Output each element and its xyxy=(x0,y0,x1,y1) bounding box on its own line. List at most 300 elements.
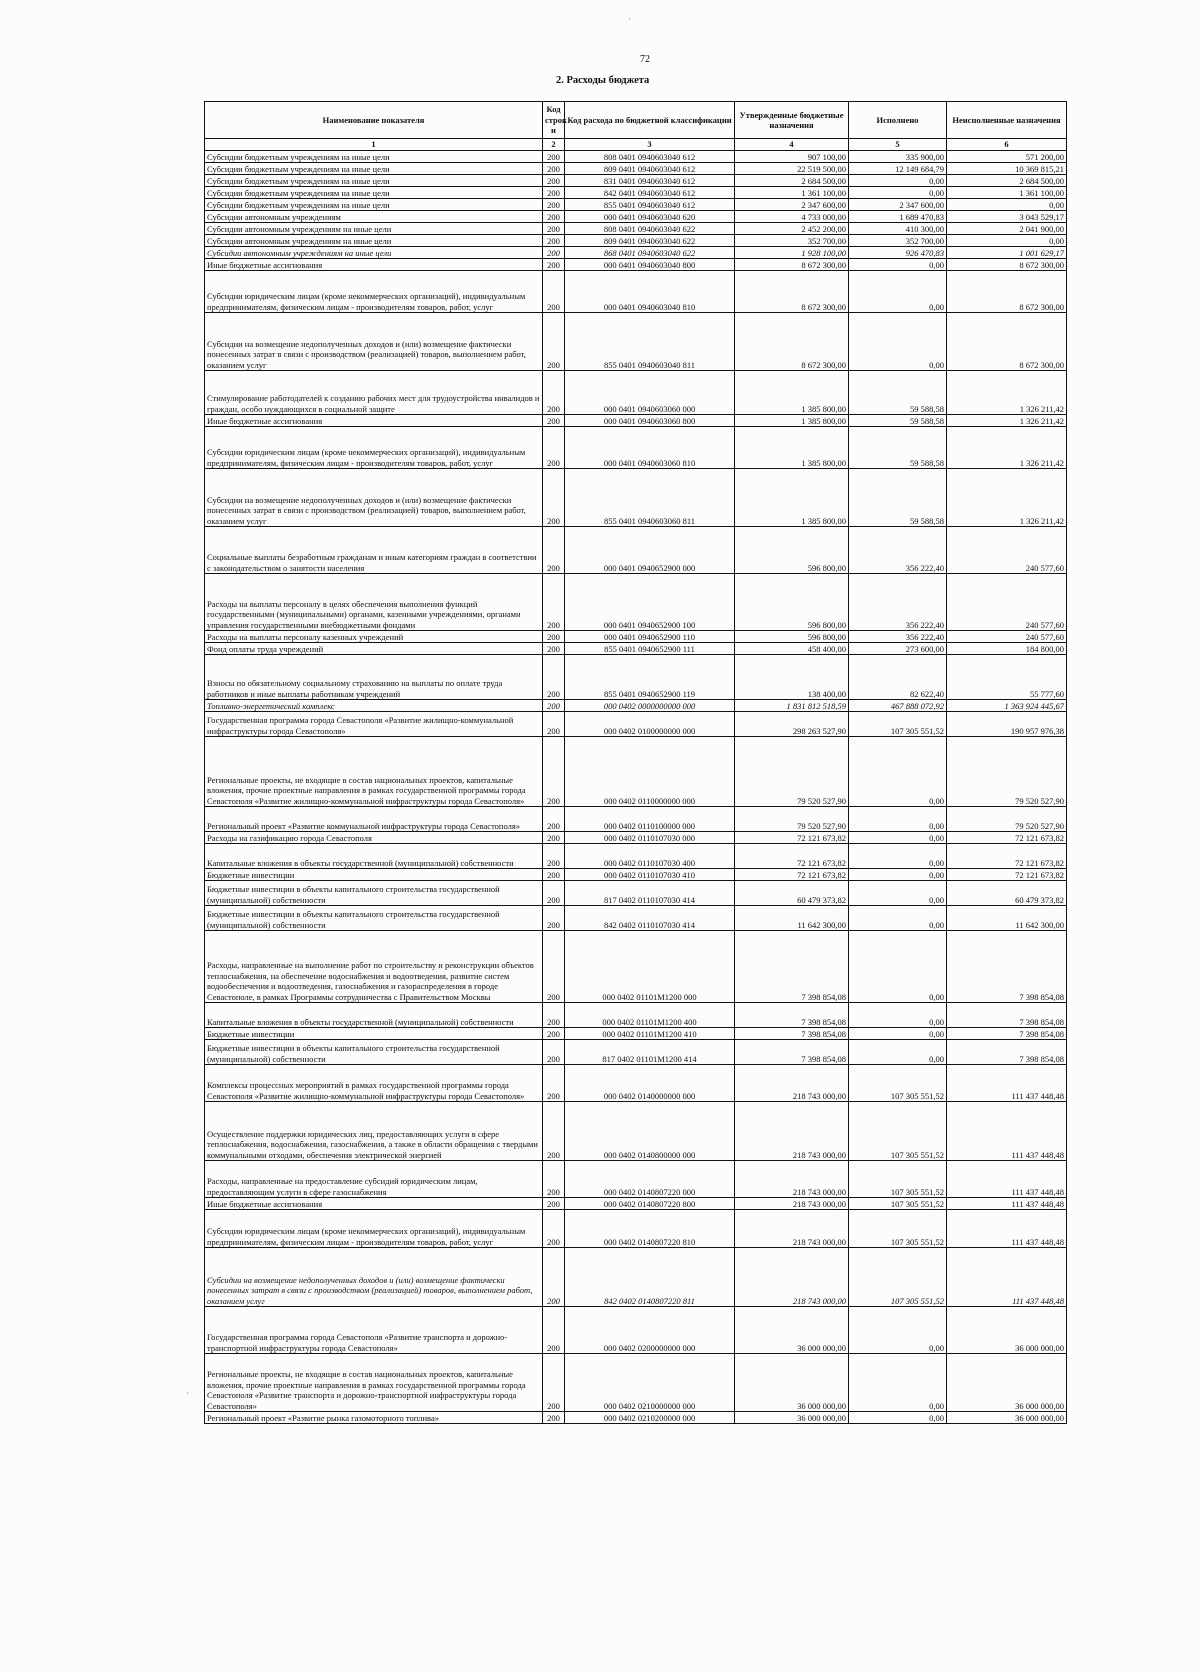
column-number: 2 xyxy=(543,139,565,151)
table-row xyxy=(205,643,1067,655)
cell-name: Региональный проект «Развитие коммунальной инфраструктуры города Севастополя» xyxy=(205,807,543,832)
cell-executed: 0,00 xyxy=(849,1354,947,1412)
table-row xyxy=(205,832,1067,844)
cell-approved: 4 733 000,00 xyxy=(735,211,849,223)
cell-unexecuted: 111 437 448,48 xyxy=(947,1065,1067,1102)
cell-approved: 1 361 100,00 xyxy=(735,187,849,199)
table-body xyxy=(205,151,1067,1424)
cell-executed: 107 305 551,52 xyxy=(849,1248,947,1307)
cell-executed: 59 588,58 xyxy=(849,427,947,469)
cell-name: Расходы на выплаты персоналу казенных учреждений xyxy=(205,631,543,643)
cell-row-code: 200 xyxy=(543,807,565,832)
cell-row-code: 200 xyxy=(543,574,565,631)
column-number: 6 xyxy=(947,139,1067,151)
cell-classification: 842 0401 0940603040 612 xyxy=(565,187,735,199)
cell-classification: 842 0402 0110107030 414 xyxy=(565,906,735,931)
cell-executed: 0,00 xyxy=(849,1412,947,1424)
cell-executed: 107 305 551,52 xyxy=(849,1210,947,1248)
cell-approved: 1 385 800,00 xyxy=(735,427,849,469)
cell-classification: 855 0401 0940603040 811 xyxy=(565,313,735,371)
cell-approved: 138 400,00 xyxy=(735,655,849,700)
cell-classification: 000 0402 0140807220 810 xyxy=(565,1210,735,1248)
table-row xyxy=(205,527,1067,574)
section-title: 2. Расходы бюджета xyxy=(556,75,650,86)
cell-name: Субсидии на возмещение недополученных доходов и (или) возмещение фактически понесенных затрат в связи с производством (реализацией) товаров, выполнением работ, оказанием услуг xyxy=(205,1248,543,1307)
cell-classification: 000 0401 0940603040 800 xyxy=(565,259,735,271)
cell-approved: 72 121 673,82 xyxy=(735,832,849,844)
table-row xyxy=(205,235,1067,247)
cell-row-code: 200 xyxy=(543,371,565,415)
cell-name: Государственная программа города Севастополя «Развитие транспорта и дорожно-транспортной инфраструктуры города Севастополя» xyxy=(205,1307,543,1354)
cell-name: Бюджетные инвестиции в объекты капитального строительства государственной (муниципальной) собственности xyxy=(205,1040,543,1065)
cell-row-code: 200 xyxy=(543,869,565,881)
cell-approved: 72 121 673,82 xyxy=(735,844,849,869)
cell-name: Субсидии юридическим лицам (кроме некоммерческих организаций), индивидуальным предпринимателям, физическим лицам - производителям товаров, работ, услуг xyxy=(205,271,543,313)
page-number: 72 xyxy=(640,54,650,65)
header-class-code: Код расхода по бюджетной классификации xyxy=(565,102,735,139)
cell-unexecuted: 2 041 900,00 xyxy=(947,223,1067,235)
cell-classification: 855 0401 0940603060 811 xyxy=(565,469,735,527)
cell-unexecuted: 0,00 xyxy=(947,235,1067,247)
cell-approved: 1 385 800,00 xyxy=(735,371,849,415)
cell-unexecuted: 79 520 527,90 xyxy=(947,737,1067,807)
cell-approved: 1 831 812 518,59 xyxy=(735,700,849,712)
cell-approved: 11 642 300,00 xyxy=(735,906,849,931)
table-row xyxy=(205,1307,1067,1354)
cell-unexecuted: 7 398 854,08 xyxy=(947,1028,1067,1040)
table-row xyxy=(205,427,1067,469)
cell-executed: 0,00 xyxy=(849,313,947,371)
cell-classification: 000 0402 01101M1200 000 xyxy=(565,931,735,1003)
cell-row-code: 200 xyxy=(543,163,565,175)
table-row xyxy=(205,906,1067,931)
cell-unexecuted: 1 326 211,42 xyxy=(947,415,1067,427)
cell-classification: 000 0402 0140000000 000 xyxy=(565,1065,735,1102)
cell-executed: 0,00 xyxy=(849,869,947,881)
cell-name: Капитальные вложения в объекты государственной (муниципальной) собственности xyxy=(205,1003,543,1028)
cell-classification: 000 0402 0110100000 000 xyxy=(565,807,735,832)
cell-approved: 60 479 373,82 xyxy=(735,881,849,906)
header-executed: Исполнено xyxy=(849,102,947,139)
cell-approved: 1 928 100,00 xyxy=(735,247,849,259)
cell-classification: 000 0402 01101M1200 410 xyxy=(565,1028,735,1040)
cell-row-code: 200 xyxy=(543,1307,565,1354)
cell-approved: 218 743 000,00 xyxy=(735,1248,849,1307)
cell-unexecuted: 7 398 854,08 xyxy=(947,1003,1067,1028)
cell-name: Субсидии бюджетным учреждениям на иные цели xyxy=(205,175,543,187)
cell-approved: 8 672 300,00 xyxy=(735,271,849,313)
cell-approved: 298 263 527,90 xyxy=(735,712,849,737)
cell-approved: 907 100,00 xyxy=(735,151,849,163)
cell-classification: 000 0402 0110107030 410 xyxy=(565,869,735,881)
cell-unexecuted: 72 121 673,82 xyxy=(947,844,1067,869)
scan-speck: · xyxy=(628,14,631,24)
cell-classification: 000 0402 0210200000 000 xyxy=(565,1412,735,1424)
cell-row-code: 200 xyxy=(543,1161,565,1198)
cell-executed: 0,00 xyxy=(849,1028,947,1040)
cell-unexecuted: 72 121 673,82 xyxy=(947,869,1067,881)
table-row xyxy=(205,1248,1067,1307)
cell-approved: 79 520 527,90 xyxy=(735,807,849,832)
cell-name: Бюджетные инвестиции xyxy=(205,1028,543,1040)
cell-classification: 855 0401 0940603040 612 xyxy=(565,199,735,211)
cell-executed: 352 700,00 xyxy=(849,235,947,247)
cell-unexecuted: 8 672 300,00 xyxy=(947,313,1067,371)
table-row xyxy=(205,574,1067,631)
cell-approved: 352 700,00 xyxy=(735,235,849,247)
cell-unexecuted: 7 398 854,08 xyxy=(947,1040,1067,1065)
cell-name: Расходы на газификацию города Севастополя xyxy=(205,832,543,844)
cell-approved: 1 385 800,00 xyxy=(735,415,849,427)
cell-name: Социальные выплаты безработным гражданам и иным категориям граждан в соответствии с законодательством о занятости населения xyxy=(205,527,543,574)
cell-unexecuted: 184 800,00 xyxy=(947,643,1067,655)
cell-classification: 000 0401 0940603060 800 xyxy=(565,415,735,427)
cell-approved: 218 743 000,00 xyxy=(735,1065,849,1102)
cell-classification: 831 0401 0940603040 612 xyxy=(565,175,735,187)
cell-row-code: 200 xyxy=(543,151,565,163)
cell-executed: 467 888 072,92 xyxy=(849,700,947,712)
cell-executed: 59 588,58 xyxy=(849,371,947,415)
cell-classification: 809 0401 0940603040 622 xyxy=(565,235,735,247)
cell-row-code: 200 xyxy=(543,1412,565,1424)
cell-executed: 12 149 684,79 xyxy=(849,163,947,175)
cell-approved: 458 400,00 xyxy=(735,643,849,655)
cell-row-code: 200 xyxy=(543,1198,565,1210)
cell-classification: 000 0402 0000000000 000 xyxy=(565,700,735,712)
cell-approved: 36 000 000,00 xyxy=(735,1307,849,1354)
cell-unexecuted: 571 200,00 xyxy=(947,151,1067,163)
cell-classification: 000 0402 0200000000 000 xyxy=(565,1307,735,1354)
cell-name: Комплексы процессных мероприятий в рамках государственной программы города Севастополя «Развитие жилищно-коммунальной инфраструктуры города Севастополя» xyxy=(205,1065,543,1102)
cell-classification: 808 0401 0940603040 622 xyxy=(565,223,735,235)
cell-row-code: 200 xyxy=(543,712,565,737)
table-row xyxy=(205,712,1067,737)
cell-row-code: 200 xyxy=(543,235,565,247)
table-row xyxy=(205,844,1067,869)
table-row xyxy=(205,259,1067,271)
table-row xyxy=(205,175,1067,187)
table-row xyxy=(205,223,1067,235)
cell-unexecuted: 79 520 527,90 xyxy=(947,807,1067,832)
cell-classification: 000 0401 0940603040 810 xyxy=(565,271,735,313)
cell-classification: 000 0401 0940603060 000 xyxy=(565,371,735,415)
cell-unexecuted: 36 000 000,00 xyxy=(947,1412,1067,1424)
cell-row-code: 200 xyxy=(543,187,565,199)
cell-approved: 2 347 600,00 xyxy=(735,199,849,211)
cell-unexecuted: 240 577,60 xyxy=(947,574,1067,631)
cell-row-code: 200 xyxy=(543,737,565,807)
cell-unexecuted: 55 777,60 xyxy=(947,655,1067,700)
cell-name: Субсидии бюджетным учреждениям на иные цели xyxy=(205,151,543,163)
cell-approved: 79 520 527,90 xyxy=(735,737,849,807)
cell-classification: 000 0402 0110107030 400 xyxy=(565,844,735,869)
cell-approved: 7 398 854,08 xyxy=(735,931,849,1003)
cell-executed: 0,00 xyxy=(849,259,947,271)
cell-name: Расходы на выплаты персоналу в целях обеспечения выполнения функций государственными (муниципальными) органами, казенными учреждениями, органами управления государственными внебюджетными фондами xyxy=(205,574,543,631)
table-row xyxy=(205,1412,1067,1424)
table-row xyxy=(205,655,1067,700)
cell-classification: 868 0401 0940603040 622 xyxy=(565,247,735,259)
cell-classification: 000 0402 0100000000 000 xyxy=(565,712,735,737)
cell-unexecuted: 111 437 448,48 xyxy=(947,1161,1067,1198)
cell-unexecuted: 10 369 815,21 xyxy=(947,163,1067,175)
cell-row-code: 200 xyxy=(543,832,565,844)
table-row xyxy=(205,163,1067,175)
cell-classification: 000 0402 0110000000 000 xyxy=(565,737,735,807)
cell-executed: 107 305 551,52 xyxy=(849,712,947,737)
cell-row-code: 200 xyxy=(543,415,565,427)
cell-row-code: 200 xyxy=(543,1102,565,1161)
cell-name: Бюджетные инвестиции xyxy=(205,869,543,881)
scan-speck: · xyxy=(186,1388,189,1398)
cell-name: Иные бюджетные ассигнования xyxy=(205,415,543,427)
table-row xyxy=(205,1210,1067,1248)
cell-executed: 0,00 xyxy=(849,931,947,1003)
cell-classification: 000 0401 0940603040 620 xyxy=(565,211,735,223)
table-row xyxy=(205,313,1067,371)
cell-classification: 000 0402 0140800000 000 xyxy=(565,1102,735,1161)
cell-classification: 808 0401 0940603040 612 xyxy=(565,151,735,163)
cell-row-code: 200 xyxy=(543,1065,565,1102)
cell-approved: 36 000 000,00 xyxy=(735,1354,849,1412)
cell-unexecuted: 2 684 500,00 xyxy=(947,175,1067,187)
header-unexecuted: Неисполненные назначения xyxy=(947,102,1067,139)
cell-name: Субсидии юридическим лицам (кроме некоммерческих организаций), индивидуальным предпринимателям, физическим лицам - производителям товаров, работ, услуг xyxy=(205,427,543,469)
cell-executed: 1 689 470,83 xyxy=(849,211,947,223)
cell-name: Субсидии автономным учреждениям на иные цели xyxy=(205,223,543,235)
cell-classification: 817 0402 0110107030 414 xyxy=(565,881,735,906)
cell-name: Бюджетные инвестиции в объекты капитального строительства государственной (муниципальной) собственности xyxy=(205,906,543,931)
cell-unexecuted: 1 363 924 445,67 xyxy=(947,700,1067,712)
cell-row-code: 200 xyxy=(543,469,565,527)
cell-name: Субсидии автономным учреждениям на иные цели xyxy=(205,235,543,247)
table-row xyxy=(205,700,1067,712)
cell-name: Региональные проекты, не входящие в состав национальных проектов, капитальные вложения, прочие проектные направления в рамках государственной программы города Севастополя «Развитие жилищно-коммунальной инфраструктуры города Севастополя» xyxy=(205,737,543,807)
cell-unexecuted: 240 577,60 xyxy=(947,631,1067,643)
cell-unexecuted: 36 000 000,00 xyxy=(947,1354,1067,1412)
header-row xyxy=(205,102,1067,139)
column-number: 5 xyxy=(849,139,947,151)
expenditure-table xyxy=(204,101,1067,1424)
cell-executed: 356 222,40 xyxy=(849,631,947,643)
cell-name: Топливно-энергетический комплекс xyxy=(205,700,543,712)
cell-unexecuted: 111 437 448,48 xyxy=(947,1210,1067,1248)
cell-classification: 000 0402 0110107030 000 xyxy=(565,832,735,844)
cell-unexecuted: 240 577,60 xyxy=(947,527,1067,574)
cell-executed: 0,00 xyxy=(849,906,947,931)
cell-classification: 000 0401 0940652900 110 xyxy=(565,631,735,643)
cell-executed: 0,00 xyxy=(849,737,947,807)
column-number: 3 xyxy=(565,139,735,151)
cell-executed: 335 900,00 xyxy=(849,151,947,163)
cell-unexecuted: 72 121 673,82 xyxy=(947,832,1067,844)
table-row xyxy=(205,869,1067,881)
table-row xyxy=(205,1161,1067,1198)
cell-row-code: 200 xyxy=(543,631,565,643)
cell-approved: 218 743 000,00 xyxy=(735,1210,849,1248)
cell-name: Иные бюджетные ассигнования xyxy=(205,1198,543,1210)
cell-executed: 273 600,00 xyxy=(849,643,947,655)
cell-executed: 107 305 551,52 xyxy=(849,1161,947,1198)
cell-approved: 218 743 000,00 xyxy=(735,1102,849,1161)
table-row xyxy=(205,199,1067,211)
cell-classification: 000 0402 0140807220 000 xyxy=(565,1161,735,1198)
cell-row-code: 200 xyxy=(543,211,565,223)
cell-approved: 7 398 854,08 xyxy=(735,1040,849,1065)
cell-unexecuted: 0,00 xyxy=(947,199,1067,211)
cell-executed: 356 222,40 xyxy=(849,574,947,631)
table-row xyxy=(205,247,1067,259)
table-row xyxy=(205,151,1067,163)
cell-approved: 7 398 854,08 xyxy=(735,1003,849,1028)
cell-executed: 0,00 xyxy=(849,1003,947,1028)
cell-row-code: 200 xyxy=(543,527,565,574)
cell-row-code: 200 xyxy=(543,881,565,906)
cell-approved: 7 398 854,08 xyxy=(735,1028,849,1040)
cell-name: Капитальные вложения в объекты государственной (муниципальной) собственности xyxy=(205,844,543,869)
cell-unexecuted: 190 957 976,38 xyxy=(947,712,1067,737)
cell-name: Фонд оплаты труда учреждений xyxy=(205,643,543,655)
cell-unexecuted: 8 672 300,00 xyxy=(947,271,1067,313)
cell-row-code: 200 xyxy=(543,643,565,655)
cell-unexecuted: 3 043 529,17 xyxy=(947,211,1067,223)
cell-row-code: 200 xyxy=(543,1210,565,1248)
table-row xyxy=(205,371,1067,415)
table-row xyxy=(205,211,1067,223)
cell-name: Региональный проект «Развитие рынка газомоторного топлива» xyxy=(205,1412,543,1424)
cell-unexecuted: 1 326 211,42 xyxy=(947,427,1067,469)
cell-name: Региональные проекты, не входящие в состав национальных проектов, капитальные вложения, прочие проектные направления в рамках государственной программы города Севастополя «Развитие транспорта и дорожно-транспортной инфраструктуры города Севастополя» xyxy=(205,1354,543,1412)
cell-unexecuted: 1 001 629,17 xyxy=(947,247,1067,259)
table-row xyxy=(205,931,1067,1003)
table-row xyxy=(205,631,1067,643)
cell-name: Субсидии автономным учреждениям xyxy=(205,211,543,223)
cell-executed: 0,00 xyxy=(849,187,947,199)
cell-executed: 107 305 551,52 xyxy=(849,1198,947,1210)
cell-classification: 000 0401 0940603060 810 xyxy=(565,427,735,469)
cell-name: Иные бюджетные ассигнования xyxy=(205,259,543,271)
cell-approved: 596 800,00 xyxy=(735,631,849,643)
cell-classification: 000 0401 0940652900 100 xyxy=(565,574,735,631)
cell-executed: 107 305 551,52 xyxy=(849,1102,947,1161)
cell-executed: 0,00 xyxy=(849,1040,947,1065)
cell-executed: 2 347 600,00 xyxy=(849,199,947,211)
header-row-code: Код строк и xyxy=(543,102,565,139)
cell-row-code: 200 xyxy=(543,259,565,271)
cell-classification: 000 0402 01101M1200 400 xyxy=(565,1003,735,1028)
cell-approved: 218 743 000,00 xyxy=(735,1198,849,1210)
cell-name: Субсидии на возмещение недополученных доходов и (или) возмещение фактически понесенных затрат в связи с производством (реализацией) товаров, выполнением работ, оказанием услуг xyxy=(205,469,543,527)
cell-executed: 926 470,83 xyxy=(849,247,947,259)
table-row xyxy=(205,187,1067,199)
cell-classification: 809 0401 0940603040 612 xyxy=(565,163,735,175)
cell-row-code: 200 xyxy=(543,427,565,469)
cell-unexecuted: 111 437 448,48 xyxy=(947,1102,1067,1161)
cell-executed: 0,00 xyxy=(849,881,947,906)
cell-row-code: 200 xyxy=(543,1028,565,1040)
table-row xyxy=(205,1028,1067,1040)
cell-classification: 000 0401 0940652900 000 xyxy=(565,527,735,574)
cell-name: Расходы, направленные на предоставление субсидий юридическим лицам, предоставляющим услуги в сфере газоснабжения xyxy=(205,1161,543,1198)
cell-name: Субсидии бюджетным учреждениям на иные цели xyxy=(205,199,543,211)
cell-row-code: 200 xyxy=(543,199,565,211)
cell-unexecuted: 60 479 373,82 xyxy=(947,881,1067,906)
cell-unexecuted: 111 437 448,48 xyxy=(947,1198,1067,1210)
cell-row-code: 200 xyxy=(543,247,565,259)
cell-executed: 0,00 xyxy=(849,807,947,832)
cell-unexecuted: 7 398 854,08 xyxy=(947,931,1067,1003)
cell-approved: 2 684 500,00 xyxy=(735,175,849,187)
cell-unexecuted: 11 642 300,00 xyxy=(947,906,1067,931)
cell-executed: 0,00 xyxy=(849,175,947,187)
cell-name: Расходы, направленные на выполнение работ по строительству и реконструкции объектов теплоснабжения, на обеспечение водоснабжения и водоотведения, развитие систем водообеспечения и водоотведения, газоснабжения и газораспределения в городе Севастополе, в рамках Программы сотрудничества с Правительством Москвы xyxy=(205,931,543,1003)
cell-unexecuted: 1 361 100,00 xyxy=(947,187,1067,199)
cell-approved: 22 519 500,00 xyxy=(735,163,849,175)
cell-unexecuted: 36 000 000,00 xyxy=(947,1307,1067,1354)
cell-name: Субсидии бюджетным учреждениям на иные цели xyxy=(205,163,543,175)
table-row xyxy=(205,881,1067,906)
cell-unexecuted: 1 326 211,42 xyxy=(947,371,1067,415)
cell-row-code: 200 xyxy=(543,1040,565,1065)
cell-name: Субсидии на возмещение недополученных доходов и (или) возмещение фактически понесенных затрат в связи с производством (реализацией) товаров, выполнением работ, оказанием услуг xyxy=(205,313,543,371)
cell-row-code: 200 xyxy=(543,1003,565,1028)
cell-row-code: 200 xyxy=(543,313,565,371)
cell-classification: 855 0401 0940652900 111 xyxy=(565,643,735,655)
cell-unexecuted: 1 326 211,42 xyxy=(947,469,1067,527)
cell-approved: 2 452 200,00 xyxy=(735,223,849,235)
cell-executed: 59 588,58 xyxy=(849,469,947,527)
cell-unexecuted: 8 672 300,00 xyxy=(947,259,1067,271)
cell-row-code: 200 xyxy=(543,655,565,700)
table-row xyxy=(205,1065,1067,1102)
table-row xyxy=(205,1003,1067,1028)
cell-row-code: 200 xyxy=(543,1248,565,1307)
cell-name: Субсидии автономным учреждениям на иные цели xyxy=(205,247,543,259)
cell-executed: 59 588,58 xyxy=(849,415,947,427)
cell-approved: 218 743 000,00 xyxy=(735,1161,849,1198)
cell-classification: 842 0402 0140807220 811 xyxy=(565,1248,735,1307)
cell-name: Бюджетные инвестиции в объекты капитального строительства государственной (муниципальной) собственности xyxy=(205,881,543,906)
cell-executed: 356 222,40 xyxy=(849,527,947,574)
cell-executed: 107 305 551,52 xyxy=(849,1065,947,1102)
header-name: Наименование показателя xyxy=(205,102,543,139)
cell-approved: 8 672 300,00 xyxy=(735,259,849,271)
cell-executed: 410 300,00 xyxy=(849,223,947,235)
cell-row-code: 200 xyxy=(543,844,565,869)
header-approved: Утвержденные бюджетные назначения xyxy=(735,102,849,139)
table-row xyxy=(205,1102,1067,1161)
cell-approved: 1 385 800,00 xyxy=(735,469,849,527)
cell-row-code: 200 xyxy=(543,1354,565,1412)
cell-approved: 72 121 673,82 xyxy=(735,869,849,881)
table-row xyxy=(205,469,1067,527)
cell-executed: 0,00 xyxy=(849,271,947,313)
column-number: 1 xyxy=(205,139,543,151)
cell-row-code: 200 xyxy=(543,175,565,187)
cell-executed: 0,00 xyxy=(849,1307,947,1354)
cell-approved: 596 800,00 xyxy=(735,574,849,631)
cell-approved: 8 672 300,00 xyxy=(735,313,849,371)
table-row xyxy=(205,271,1067,313)
table-row xyxy=(205,1040,1067,1065)
cell-name: Субсидии бюджетным учреждениям на иные цели xyxy=(205,187,543,199)
cell-name: Осуществление поддержки юридических лиц, предоставляющих услуги в сфере теплоснабжения, водоснабжения, газоснабжения, а также в области обращения с твердыми коммунальными отходами, обеспечения электрической энергией xyxy=(205,1102,543,1161)
table-row xyxy=(205,1354,1067,1412)
column-number-row xyxy=(205,139,1067,151)
cell-classification: 000 0402 0210000000 000 xyxy=(565,1354,735,1412)
cell-row-code: 200 xyxy=(543,906,565,931)
cell-row-code: 200 xyxy=(543,700,565,712)
